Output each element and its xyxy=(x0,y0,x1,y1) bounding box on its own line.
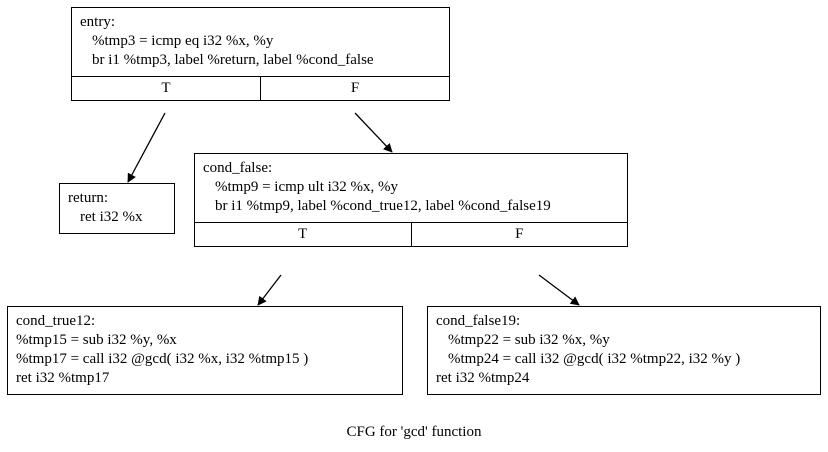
node-entry-ports xyxy=(72,76,449,100)
node-cond-false19-line-3: ret i32 %tmp24 xyxy=(436,370,530,386)
node-cond-true12[interactable] xyxy=(7,306,403,395)
edge-cond-false-false-to-cond-false19 xyxy=(539,275,579,305)
diagram-caption: CFG for 'gcd' function xyxy=(346,424,482,440)
node-cond-false-line-1: %tmp9 = icmp ult i32 %x, %y xyxy=(215,179,399,195)
node-cond-false19[interactable] xyxy=(427,306,821,395)
node-cond-false19-line-2: %tmp24 = call i32 @gcd( i32 %tmp22, i32 %y ) xyxy=(448,351,741,367)
node-cond-true12-body xyxy=(8,307,402,394)
node-return-line-1: ret i32 %x xyxy=(80,209,143,225)
node-entry-line-2: br i1 %tmp3, label %return, label %cond_false xyxy=(92,52,374,68)
node-entry-title: entry: xyxy=(80,14,115,30)
edge-entry-true-to-return xyxy=(128,113,165,182)
node-cond-false-ports xyxy=(195,222,627,246)
node-entry-port-false[interactable]: F xyxy=(260,77,449,100)
edge-entry-false-to-cond-false xyxy=(355,113,392,152)
node-entry[interactable] xyxy=(71,7,450,101)
node-return-body xyxy=(60,184,174,233)
node-return[interactable] xyxy=(59,183,175,234)
node-entry-line-1: %tmp3 = icmp eq i32 %x, %y xyxy=(92,33,274,49)
node-cond-false-body xyxy=(195,154,627,222)
node-return-title: return: xyxy=(68,190,108,206)
node-cond-false[interactable] xyxy=(194,153,628,247)
node-cond-true12-line-3: ret i32 %tmp17 xyxy=(16,370,110,386)
node-cond-false-port-true[interactable]: T xyxy=(298,226,308,242)
node-entry-port-true[interactable]: T xyxy=(161,80,171,96)
node-cond-false19-line-1: %tmp22 = sub i32 %x, %y xyxy=(448,332,610,348)
node-cond-true12-title: cond_true12: xyxy=(16,313,96,329)
node-cond-false-title: cond_false: xyxy=(203,160,273,176)
edge-cond-false-true-to-cond-true12 xyxy=(258,275,281,305)
node-cond-false-line-2: br i1 %tmp9, label %cond_true12, label %cond_false19 xyxy=(215,198,551,214)
node-cond-false-port-false[interactable]: F xyxy=(411,223,628,246)
node-cond-false19-title: cond_false19: xyxy=(436,313,521,329)
node-cond-true12-line-2: %tmp17 = call i32 @gcd( i32 %x, i32 %tmp15 ) xyxy=(16,351,309,367)
node-cond-true12-line-1: %tmp15 = sub i32 %y, %x xyxy=(16,332,177,348)
node-cond-false19-body xyxy=(428,307,820,394)
node-entry-body xyxy=(72,8,449,76)
